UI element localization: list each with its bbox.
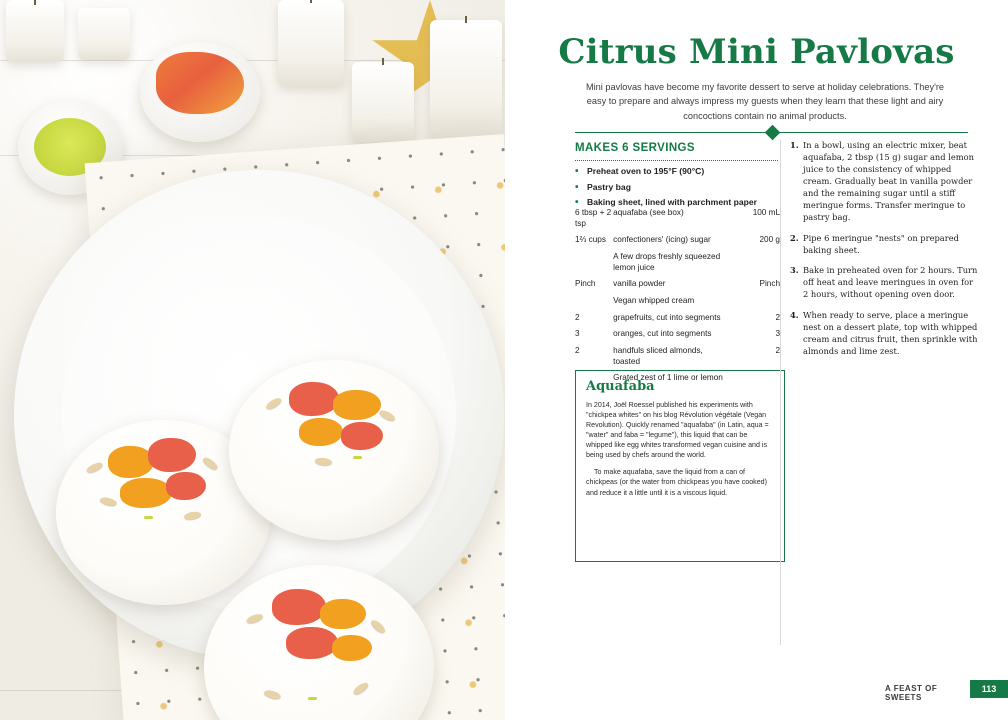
step-number: 2.	[790, 232, 799, 243]
ingredient-row	[575, 235, 780, 252]
recipe-intro: Mini pavlovas have become my favorite dessert to serve at holiday celebrations. They're easy to prepare and always impress my guests when they learn that these light and airy concoctions contain no animal products.	[585, 82, 945, 121]
almond-slice	[352, 681, 370, 697]
ingredient-name: grapefruits, cut into segments	[613, 312, 721, 322]
candle-wick	[382, 58, 384, 65]
ingredient-qty-metric	[736, 296, 780, 313]
page-footer	[885, 680, 1008, 702]
ingredient-name: Grated zest of 1 lime or lemon	[613, 373, 723, 383]
grapefruit-segment	[148, 438, 196, 472]
lime-zest	[353, 456, 362, 459]
ingredient-qty-imperial: Pinch	[575, 279, 596, 289]
almond-slice	[264, 396, 282, 411]
orange-segment	[108, 446, 154, 478]
ingredient-name: vanilla powder	[613, 279, 666, 289]
candle	[278, 0, 344, 86]
ingredient-qty-imperial: 3	[575, 329, 580, 339]
sidebar-paragraph: To make aquafaba, save the liquid from a can of chickpeas (or the water from chickpeas you have cooked) and reduce it a little until it is a viscous liquid.	[586, 468, 767, 497]
ingredient-qty-imperial	[575, 296, 613, 313]
citrus-segments	[156, 52, 244, 114]
sidebar-paragraph: In 2014, Joël Roessel published his experiments with "chickpea whites" on his blog Révolution végétale (Vegan Revolution). Quickly renamed "aquafaba" (in Latin, aqua = "water" and faba = "legume"), this liquid that can be whipped like egg whites transformed vegan cuisine and is being used by chefs around the world.	[586, 401, 769, 460]
grapefruit-segment	[166, 472, 206, 500]
instruction-step	[790, 233, 980, 257]
almond-slice	[378, 408, 396, 422]
ingredient-name: A few drops freshly squeezed lemon juice	[613, 251, 721, 272]
equipment-item: • Preheat oven to 195°F (90°C)	[575, 166, 785, 178]
instruction-step	[790, 310, 980, 358]
chapter-label: A FEAST OF SWEETS	[885, 684, 938, 702]
instruction-step	[790, 140, 980, 224]
ingredient-row	[575, 313, 780, 330]
ingredient-qty-metric: Pinch	[759, 279, 780, 289]
ingredient-qty-imperial: 2	[575, 312, 580, 322]
ingredient-qty-metric: 3	[775, 329, 780, 339]
ingredient-name: aquafaba (see box)	[613, 208, 684, 217]
almond-slice	[85, 461, 103, 475]
almond-slice	[263, 689, 281, 700]
almond-slice	[245, 612, 263, 624]
step-text: Bake in preheated oven for 2 hours. Turn off heat and leave meringues in oven for 2 hours, without opening oven door.	[803, 265, 978, 300]
step-number: 1.	[790, 140, 799, 150]
step-number: 3.	[790, 265, 799, 276]
step-text: When ready to serve, place a meringue nest on a dessert plate, top with whipped cream and citrus fruit, then sprinkle with almonds and lime zest.	[803, 310, 978, 357]
ingredient-row	[575, 252, 780, 279]
servings-label: MAKES 6 SERVINGS	[575, 142, 695, 154]
ingredient-row	[575, 329, 780, 346]
step-number: 4.	[790, 310, 799, 321]
column-divider	[780, 140, 781, 645]
ingredient-row	[575, 279, 780, 296]
candle	[352, 62, 414, 142]
orange-segment	[299, 418, 343, 446]
recipe-panel	[505, 0, 1008, 720]
candle	[430, 20, 502, 138]
grapefruit-segment	[341, 422, 383, 450]
almond-slice	[315, 457, 333, 466]
almond-slice	[99, 496, 117, 507]
step-text: In a bowl, using an electric mixer, beat aquafaba, 2 tbsp (15 g) sugar and lemon juice to the consistency of whipped cream. Gradually beat in vanilla powder and the remaining sugar until a stiff meringue forms. Transfer meringue to pastry bag.	[803, 140, 974, 222]
aquafaba-sidebar	[575, 370, 785, 562]
grapefruit-segment	[286, 627, 338, 659]
equipment-item: • Baking sheet, lined with parchment paper	[575, 197, 785, 209]
ingredient-qty-imperial: 1⅔ cups	[575, 235, 606, 245]
almond-slice	[370, 618, 387, 635]
candle	[6, 0, 64, 62]
ingredient-name: Vegan whipped cream	[613, 295, 695, 305]
ingredient-qty-metric: 2	[775, 312, 780, 322]
candle-wick	[34, 0, 36, 5]
almond-slice	[184, 511, 202, 521]
sidebar-title: Aquafaba	[586, 379, 655, 394]
ingredient-row	[575, 208, 780, 235]
page-title: Citrus Mini Pavlovas	[558, 32, 955, 72]
step-text: Pipe 6 meringue "nests" on prepared baking sheet.	[803, 232, 959, 255]
ingredient-name: oranges, cut into segments	[613, 329, 712, 339]
candle-wick	[310, 0, 312, 3]
instruction-step	[790, 265, 980, 301]
candle	[78, 8, 130, 60]
lime-zest	[144, 516, 153, 519]
orange-segment	[320, 599, 366, 629]
ingredient-qty-imperial: 6 tbsp + 2 tsp	[575, 208, 612, 228]
grapefruit-segment	[289, 382, 339, 416]
ingredient-qty-metric: 2	[775, 345, 780, 355]
orange-segment	[332, 635, 372, 661]
serving-plate	[14, 170, 504, 660]
section-divider	[575, 126, 968, 140]
orange-segment	[120, 478, 172, 508]
ingredient-qty-imperial: 2	[575, 345, 580, 355]
diamond-ornament-icon	[764, 125, 780, 141]
ingredient-name: confectioners' (icing) sugar	[613, 235, 711, 245]
ingredient-qty-metric: 200 g	[759, 235, 780, 245]
ingredient-qty-metric: 100 mL	[752, 208, 780, 217]
equipment-list	[575, 166, 785, 213]
instructions-list	[790, 140, 980, 367]
servings-rule	[575, 160, 778, 161]
ingredient-qty-metric	[736, 252, 780, 279]
ingredients-table	[575, 208, 780, 390]
pavlova	[229, 360, 439, 540]
ingredient-qty-imperial	[575, 252, 613, 279]
lime-zest	[308, 697, 317, 700]
orange-segment	[333, 390, 381, 420]
grapefruit-segment	[272, 589, 326, 625]
ingredient-row	[575, 296, 780, 313]
equipment-item: • Pastry bag	[575, 182, 785, 194]
almond-slice	[202, 456, 220, 472]
candle-wick	[465, 16, 467, 23]
ingredient-name: handfuls sliced almonds, toasted	[613, 345, 703, 366]
page-number: 113	[970, 680, 1008, 698]
